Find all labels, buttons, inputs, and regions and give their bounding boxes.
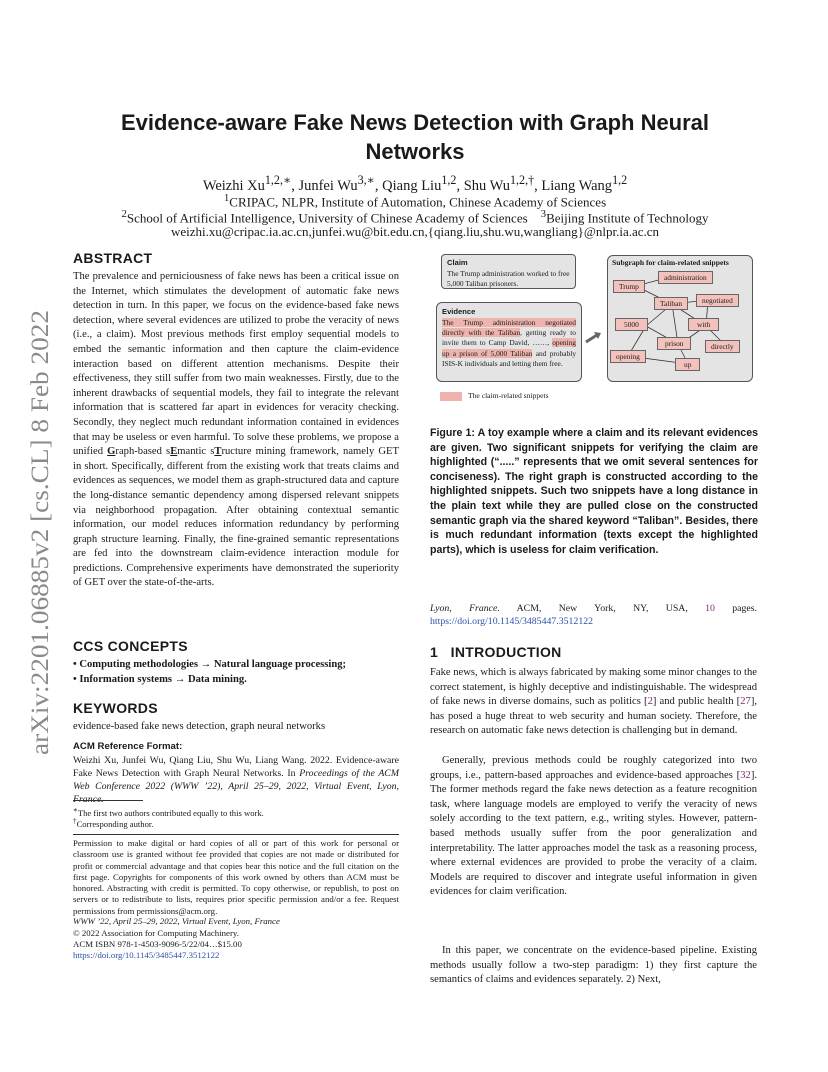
permission-venue: WWW ’22, April 25–29, 2022, Virtual Event, Lyon, France [73,916,280,926]
permission-rule [73,834,399,835]
author-list: Weizhi $Xu^{1,2,∗}$, Junfei $Wu^{3,∗}$, Qiang Liu$^{1,2}$, Shu $Wu^{1,2,\dagger}$, Liang Wang$^{1,2}$ [202,173,628,194]
acm-ref-italic-tail: Lyon, France. [430,603,500,614]
keywords-heading: KEYWORDS [73,700,158,716]
author-sup: 1,2 [612,173,628,187]
citation-link[interactable]: 2 [647,696,653,708]
abstract-heading: ABSTRACT [73,250,153,266]
aff-sup: 1 [223,192,230,204]
permission-isbn: ACM ISBN 978-1-4503-9096-5/22/04…$15.00 [73,939,242,949]
intro-paragraph-2: Generally, previous methods could be roughly categorized into two groups, i.e., pattern-based approaches and evidence-based approaches [32]. The former methods regard the fake news detection as a feature recognition task, where language models are employed to verify the veracity of news solely according to the text pattern, e.g., writing styles. However, pattern-based methods usually suffer from the poor generalization and interpretability. The latter approaches model the task as a reasoning process, where external evidences are provided to probe the veracity of a claim. Models are required to discover and integrate useful information in given evidences for claim verification. [430,755,757,898]
author-name: Weizhi Xu [202,177,265,194]
abstract-name-text: raph-based s [115,446,171,458]
legend-label: The claim-related snippets [468,391,549,400]
graph-node: negotiated [696,294,739,307]
author-sup: 1,2,∗ [264,173,292,187]
aff-text: Beijing Institute of Technology [546,210,709,226]
subgraph-box [607,255,753,382]
graph-node: up [675,358,700,371]
author-sup: 3,∗ [357,173,375,187]
abstract-name-text: ructure mining framework, namely GET in short. [73,446,399,472]
intro-paragraph-1: Fake news, which is always fabricated by making some minor changes to the correct statement, is highly deceptive and indistinguishable. The widespread of fake news in diverse domains, such as politics [2] and public health [27], has posed a huge threat to web security and human society. Therefore, the research on automatic fake news detection is challenging but in demand. [430,667,757,737]
claim-label: Claim [447,258,468,267]
acm-ref-doi-link[interactable]: https://doi.org/10.1145/3485447.3512122 [430,616,594,627]
permission-doi-link[interactable]: https://doi.org/10.1145/3485447.3512122 [73,950,220,960]
permission-copyright: © 2022 Association for Computing Machinery. [73,928,239,938]
graph-node: opening [610,350,646,363]
arxiv-stamp [10,300,60,770]
acm-ref-text [73,754,400,805]
evidence-box [436,302,582,382]
author-name: Qiang Liu [382,177,442,194]
graph-node: Trump [613,280,645,293]
legend-swatch [440,392,462,401]
author-sup: 1,2,† [510,173,535,187]
citation-link[interactable]: 32 [740,769,751,781]
abstract-name-t: T [214,446,222,458]
evidence-plain: , getting ready to invite them to Camp David, ……, [442,328,576,348]
arrow-icon [584,330,604,346]
abstract-name-g: G [107,446,116,458]
evidence-text [442,318,576,369]
subgraph-label: Subgraph for claim-related snippets [612,258,729,267]
graph-node: with [688,318,719,331]
abstract-text-after: Specifically, different from the existing work that treats claims and evidences as sequences, we model them as graph-structured data and capture the long-distance semantic dependency among dispersed relevant snippets via neighborhood propagation. After obtaining contextual semantic information, our model reduces information redundancy by performing graph structure learning. Finally, the fine-grained semantic representations are fed into the downstream claim-evidence interaction module for predictions. Comprehensive experiments have demonstrated the superiority of GET over the state-of-the-arts. [73,460,399,589]
aff-sup: 3 [540,208,547,220]
claim-box [441,254,576,289]
acm-ref-italic: Proceedings of the ACM Web Conference 2022 (WWW ’22), April 25–29, 2022, Virtual Event, Lyon, France. [73,768,400,805]
evidence-highlight-1: The Trump administration negotiated directly with the Taliban [442,318,576,338]
intro-paragraph-3: In this paper, we concentrate on the evidence-based pipeline. Existing methods usually follow a two-step paradigm: 1) they first capture the semantics of claims and evidences separately. 2) Next, [430,945,757,986]
ccs-heading: CCS CONCEPTS [73,638,188,654]
paper-title: Evidence-aware Fake News Detection with Graph Neural Networks [120,110,710,164]
graph-node: 5000 [615,318,648,331]
evidence-label: Evidence [442,307,476,316]
figure-caption: Figure 1: A toy example where a claim and its relevant evidences are given. Two significant snippets for verifying the claim are highlighted (“.....” represents that we omit several sentences for conciseness). The right graph is constructed according to the highlighted snippets. Such two snippets have a long distance in the plain text while they are pulled close on the constructed semantic graph via the shared keyword “Taliban”. Besides, there is much redundant information (texts except the highlighted parts), which is useless for claim verification. [430,427,758,556]
ccs-item-1: • Computing methodologies → Natural language processing; [73,659,347,670]
acm-ref-pages-link[interactable]: 10 [705,603,715,614]
acm-ref-continuation [430,602,757,628]
graph-node: Taliban [654,297,688,310]
author-name: Liang Wang [541,177,613,194]
author-sup: 1,2 [441,173,457,187]
citation-link[interactable]: 27 [740,696,751,708]
figure-1 [432,250,757,415]
author-name: Junfei Wu [298,177,358,194]
abstract-name-e: E [170,446,178,458]
aff-text: CRIPAC, NLPR, Institute of Automation, Chinese Academy of Sciences [229,194,607,210]
author-name: Shu Wu [463,177,510,194]
intro-heading-text: INTRODUCTION [450,644,562,660]
graph-node: prison [657,337,691,350]
acm-ref-tail: ACM, New York, NY, USA, [499,603,706,614]
aff-text: School of Artificial Intelligence, University of Chinese Academy of Sciences [126,210,528,226]
keywords-text: evidence-based fake news detection, graph neural networks [73,721,326,732]
acm-ref-heading: ACM Reference Format: [73,741,183,752]
claim-text: The Trump administration worked to free 5,000 Taliban prisoners. [447,269,570,289]
abstract-name-text: mantic s [177,446,215,458]
abstract-text-before: The prevalence and perniciousness of fake news has been a critical issue on the Internet, which stimulates the development of automatic fake news detection in turn. In this paper, we focus on the evidence-based fake news detection, where several evidences are utilized to probe the veracity of news (i.e., a claim). Most previous methods first employ sequential models to embed the semantic information and then capture the claim-evidence interaction based on different attention mechanisms. Despite their effectiveness, they still suffer from two main weaknesses. Firstly, due to the inherent drawbacks of sequential models, they fail to integrate the relevant information that is scattered far apart in evidences for veracity checking. Secondly, they neglect much redundant information contained in evidences that may be useless or even harmful. To solve these problems, we propose a unified [73,271,399,458]
ccs-item-2: • Information systems → Data mining. [73,674,247,685]
intro-heading-num: 1 [430,644,439,660]
footnote-1: ∗The first two authors contributed equally to this work. [73,806,264,818]
author-emails: weizhi.xu@cripac.ia.ac.cn,junfei.wu@bit.edu.cn,{qiang.liu,shu.wu,wangliang}@nlpr.ia.ac.cn [170,224,660,239]
evidence-highlight-2: opening up a prison of 5,000 Taliban [442,338,576,358]
graph-node: administration [658,271,713,284]
graph-node: directly [705,340,740,353]
evidence-plain: and probably ISIS-K individuals and letting them free. [442,348,577,368]
permission-text: Permission to make digital or hard copies of all or part of this work for personal or classroom use is granted without fee provided that copies are not made or distributed for profit or commercial advantage and that copies bear this notice and the full citation on the first page. Copyrights for components of this work owned by others than ACM must be honored. Abstracting with credit is permitted. To copy otherwise, or republish, to post on servers or to redistribute to lists, requires prior specific permission and/or a fee. Request permissions from permissions@acm.org. [73,838,399,916]
aff-sup: 2 [121,208,127,220]
footnote-rule [73,800,143,801]
acm-ref-pages-word: pages. [714,603,757,614]
intro-heading [430,644,757,660]
acm-ref-plain: Weizhi Xu, Junfei Wu, Qiang Liu, Shu Wu, Liang Wang. 2022. Evidence-aware Fake News Detection with Graph Neural Networks. In [73,755,399,779]
abstract-body [73,270,399,591]
arxiv-stamp-text: arXiv:2201.06885v2 [cs.CL] 8 Feb 2022 [27,346,54,755]
footnote-2: †Corresponding author. [73,817,154,829]
